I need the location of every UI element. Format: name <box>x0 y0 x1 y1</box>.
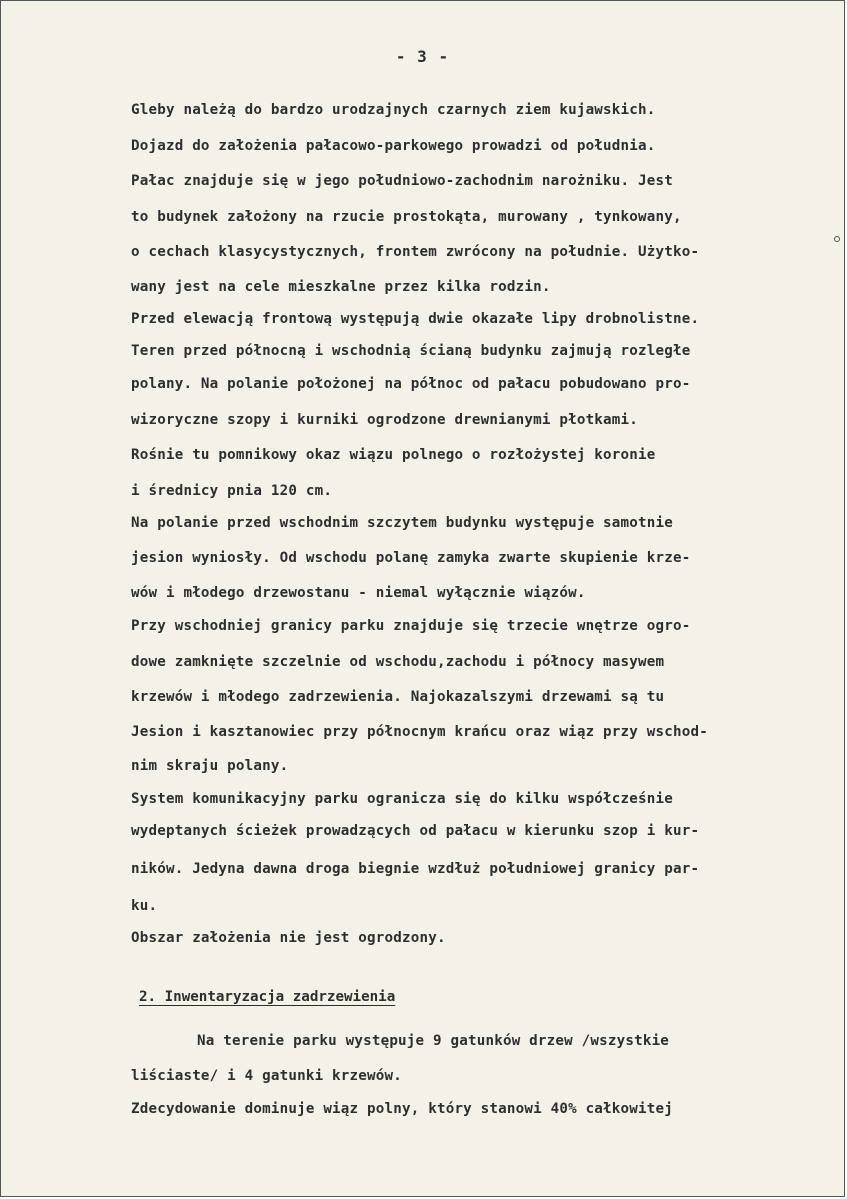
text-line: ku. <box>131 898 158 914</box>
text-line: Gleby należą do bardzo urodzajnych czarnych ziem kujawskich. <box>131 102 656 118</box>
text-line: Na polanie przed wschodnim szczytem budynku występuje samotnie <box>131 515 673 531</box>
text-line: liściaste/ i 4 gatunki krzewów. <box>131 1068 402 1084</box>
text-line: Przy wschodniej granicy parku znajduje się trzecie wnętrze ogro- <box>131 618 691 634</box>
text-line: Rośnie tu pomnikowy okaz wiązu polnego o rozłożystej koronie <box>131 447 656 463</box>
text-line: Na terenie parku występuje 9 gatunków drzew /wszystkie <box>197 1033 670 1049</box>
text-line: i średnicy pnia 120 cm. <box>131 483 333 499</box>
text-line: to budynek założony na rzucie prostokąta, murowany , tynkowany, <box>131 209 682 225</box>
text-line: wizoryczne szopy i kurniki ogrodzone drewnianymi płotkami. <box>131 412 639 428</box>
text-line: Zdecydowanie dominuje wiąz polny, który stanowi 40% całkowitej <box>131 1101 673 1117</box>
punch-hole-mark <box>834 236 840 242</box>
text-line: wydeptanych ścieżek prowadzących od pałacu w kierunku szop i kur- <box>131 823 700 839</box>
page-number: - 3 - <box>395 47 450 66</box>
text-line: Pałac znajduje się w jego południowo-zachodnim narożniku. Jest <box>131 173 673 189</box>
text-line: o cechach klasycystycznych, frontem zwrócony na południe. Użytko- <box>131 244 700 260</box>
text-line: System komunikacyjny parku ogranicza się do kilku współcześnie <box>131 791 673 807</box>
text-line: jesion wyniosły. Od wschodu polanę zamyka zwarte skupienie krze- <box>131 550 691 566</box>
text-line: Jesion i kasztanowiec przy północnym krańcu oraz wiąz przy wschod- <box>131 724 708 740</box>
text-line: polany. Na polanie położonej na północ od pałacu pobudowano pro- <box>131 376 691 392</box>
text-line: Teren przed północną i wschodnią ścianą budynku zajmują rozległe <box>131 343 691 359</box>
section-heading: 2. Inwentaryzacja zadrzewienia <box>139 989 396 1005</box>
text-line: nim skraju polany. <box>131 758 289 774</box>
text-line: Dojazd do założenia pałacowo-parkowego prowadzi od południa. <box>131 138 656 154</box>
text-line: Przed elewacją frontową występują dwie okazałe lipy drobnolistne. <box>131 311 700 327</box>
text-line: ników. Jedyna dawna droga biegnie wzdłuż południowej granicy par- <box>131 861 700 877</box>
text-line: wany jest na cele mieszkalne przez kilka rodzin. <box>131 279 551 295</box>
text-line: dowe zamknięte szczelnie od wschodu,zachodu i północy masywem <box>131 654 665 670</box>
text-line: krzewów i młodego zadrzewienia. Najokazalszymi drzewami są tu <box>131 689 665 705</box>
text-line: Obszar założenia nie jest ogrodzony. <box>131 930 446 946</box>
text-line: wów i młodego drzewostanu - niemal wyłącznie wiązów. <box>131 585 586 601</box>
